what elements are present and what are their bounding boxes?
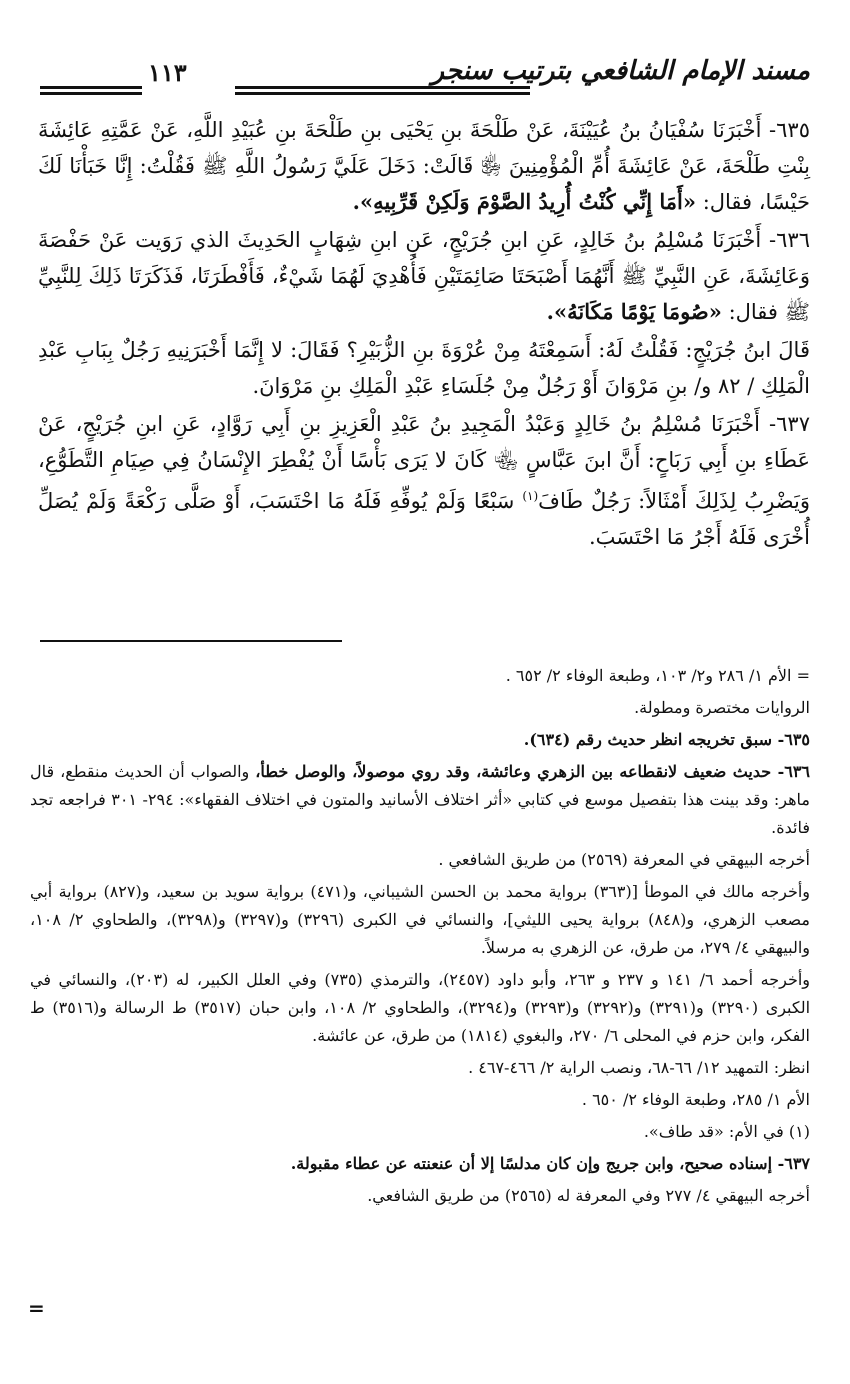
hadith-637-end: سَبْعًا وَلَمْ يُوفِّهِ فَلَهُ مَا احْتَسَبَ، أَوْ صَلَّى رَكْعَةً وَلَمْ يُصَلِّ أُخْرَى فَلَهُ أَجْرُ مَا احْتَسَبَ.	[38, 489, 810, 549]
note-line: الروايات مختصرة ومطولة.	[634, 698, 810, 717]
note-636-grade: ٦٣٦- حديث ضعيف لانقطاعه بين الزهري وعائشة، وقد روي موصولاً، والوصل خطأ،	[255, 762, 810, 781]
header-rule-long	[235, 86, 530, 98]
note-line: وأخرجه أحمد ٦/ ١٤١ و ٢٣٧ و ٢٦٣، وأبو داود (٢٤٥٧)، والترمذي (٧٣٥) وفي العلل الكبير، له (٢٠٣)، والنسائي في الكبرى (٣٢٩٠) و(٣٢٩١) و(٣٢٩٢) و(٣٢٩٣) و(٣٢٩٤)، والطحاوي ٢/ ١٠٨، وابن حبان (٣٥١٧) ط الرسالة و(٣٥١٦) ط الفكر، وابن حزم في المحلى ٦/ ٢٧٠، والبغوي (١٨١٤) من طرق، عن عائشة.	[30, 970, 811, 1045]
header-rule-short	[40, 86, 142, 98]
footnote-divider	[40, 640, 342, 642]
note-636-text: والصواب أن الحديث منقطع، قال ماهر: وقد بينت هذا بتفصيل موسع في كتابي «أثر اختلاف الأسانيد والمتون في اختلاف الفقهاء»: ٢٩٤- ٣٠١ فراجعه تجد فائدة.	[30, 762, 810, 837]
note-636	[30, 758, 810, 842]
hadith-637	[38, 406, 810, 555]
footnote-1: (١) في الأم: «قد طاف».	[643, 1122, 810, 1141]
hadith-636-text: ٦٣٦- أَخْبَرَنَا مُسْلِمُ بنُ خَالِدٍ، عَنِ ابنِ جُرَيْجٍ، عَنِ ابنِ شِهَابٍ الحَدِيثَ الذي رَوَيت عَنْ حَفْصَةَ وَعَائِشَةَ، عَنِ النَّبِيِّ ﷺ أَنَّهُمَا أَصْبَحَتَا صَائِمَتَيْنِ فَأُهْدِيَ لَهُمَا شَيْءٌ، فَأَفْطَرَتَا، فَذَكَرَتَا ذَلِكَ لِلنَّبِيِّ ﷺ فقال:	[38, 228, 810, 324]
hadith-636-comment: قَالَ ابنُ جُرَيْجٍ: فَقُلْتُ لَهُ: أَسَمِعْتَهُ مِنْ عُرْوَةَ بنِ الزُّبَيْرِ؟ فَقَالَ: لا إِنَّمَا أَخْبَرَنِيهِ رَجُلٌ بِبَابِ عَبْدِ الْمَلِكِ / ٨٢ و/ بنِ مَرْوَانَ أَوْ رَجُلٌ مِنْ جُلَسَاءِ عَبْدِ الْمَلِكِ بنِ مَرْوَانَ.	[38, 338, 810, 398]
note-line: = الأم ١/ ٢٨٦ و٢/ ١٠٣، وطبعة الوفاء ٢/ ٦٥٢ .	[505, 666, 810, 685]
note-line: أخرجه البيهقي في المعرفة (٢٥٦٩) من طريق الشافعي .	[438, 850, 810, 869]
footnotes	[30, 662, 810, 1214]
page-header	[30, 56, 810, 100]
note-line: انظر: التمهيد ١٢/ ٦٦-٦٨، ونصب الراية ٢/ ٤٦٦-٤٦٧ .	[468, 1058, 810, 1077]
note-637-grade: ٦٣٧- إسناده صحيح، وابن جريج وإن كان مدلسًا إلا أن عنعنته عن عطاء مقبولة.	[290, 1154, 810, 1173]
hadith-636-quote: «صُومَا يَوْمًا مَكَانَهُ».	[546, 299, 722, 324]
note-line: وأخرجه مالك في الموطأ [(٣٦٣) برواية محمد بن الحسن الشيباني، و(٤٧١) برواية سويد بن سعيد، و(٨٢٧) برواية أبي مصعب الزهري، و(٨٤٨) برواية يحيى الليثي]، والنسائي في الكبرى (٣٢٩٦) و(٣٢٩٧) و(٣٢٩٨)، والطحاوي ٢/ ١٠٨، والبيهقي ٤/ ٢٧٩، من طرق، عن الزهري به مرسلاً.	[30, 882, 811, 957]
hadith-636	[38, 222, 810, 330]
hadith-635-quote: «أَمَا إِنِّي كُنْتُ أُرِيدُ الصَّوْمَ وَلَكِنْ قَرِّبِيهِ».	[352, 189, 697, 214]
note-635: ٦٣٥- سبق تخريجه انظر حديث رقم (٦٣٤).	[523, 730, 810, 749]
continuation-mark: =	[28, 1296, 45, 1320]
hadith-635-text: ٦٣٥- أَخْبَرَنَا سُفْيَانُ بنُ عُيَيْنَةَ، عَنْ طَلْحَةَ بنِ يَحْيَى بنِ طَلْحَةَ بنِ عُبَيْدِ اللَّهِ، عَنْ عَمَّتِهِ عَائِشَةَ بِنْتِ طَلْحَةَ، عَنْ عَائِشَةَ أُمِّ الْمُؤْمِنِينَ ﵂ قَالَتْ: دَخَلَ عَلَيَّ رَسُولُ اللَّهِ ﷺ فَقُلْتُ: إِنَّا خَبَأْنَا لَكَ حَيْسًا، فقال:	[38, 118, 810, 214]
hadith-635	[38, 112, 810, 220]
page-number: ١١٣	[148, 58, 187, 87]
note-line: أخرجه البيهقي ٤/ ٢٧٧ وفي المعرفة له (٢٥٦٥) من طريق الشافعي.	[367, 1186, 810, 1205]
hadith-637-text: ٦٣٧- أَخْبَرَنَا مُسْلِمُ بنُ خَالِدٍ وَعَبْدُ الْمَجِيدِ بنُ عَبْدِ الْعَزِيزِ بنِ أَبِي رَوَّادٍ، عَنِ ابنِ جُرَيْجٍ، عَنْ عَطَاءِ بنِ أَبِي رَبَاحٍ: أَنَّ ابنَ عَبَّاسٍ ﵄ كَانَ لا يَرَى بَأْسًا أَنْ يُفْطِرَ الإِنْسَانُ فِي صِيَامِ التَّطَوُّعِ، وَيَضْرِبُ لِذَلِكَ أَمْثَالاً: رَجُلٌ طَافَ	[38, 412, 810, 513]
running-title: مسند الإمام الشافعي بترتيب سنجر	[431, 56, 810, 86]
main-text	[38, 112, 810, 557]
footnote-ref-1: (١)	[522, 489, 539, 503]
note-line: الأم ١/ ٢٨٥، وطبعة الوفاء ٢/ ٦٥٠ .	[581, 1090, 810, 1109]
